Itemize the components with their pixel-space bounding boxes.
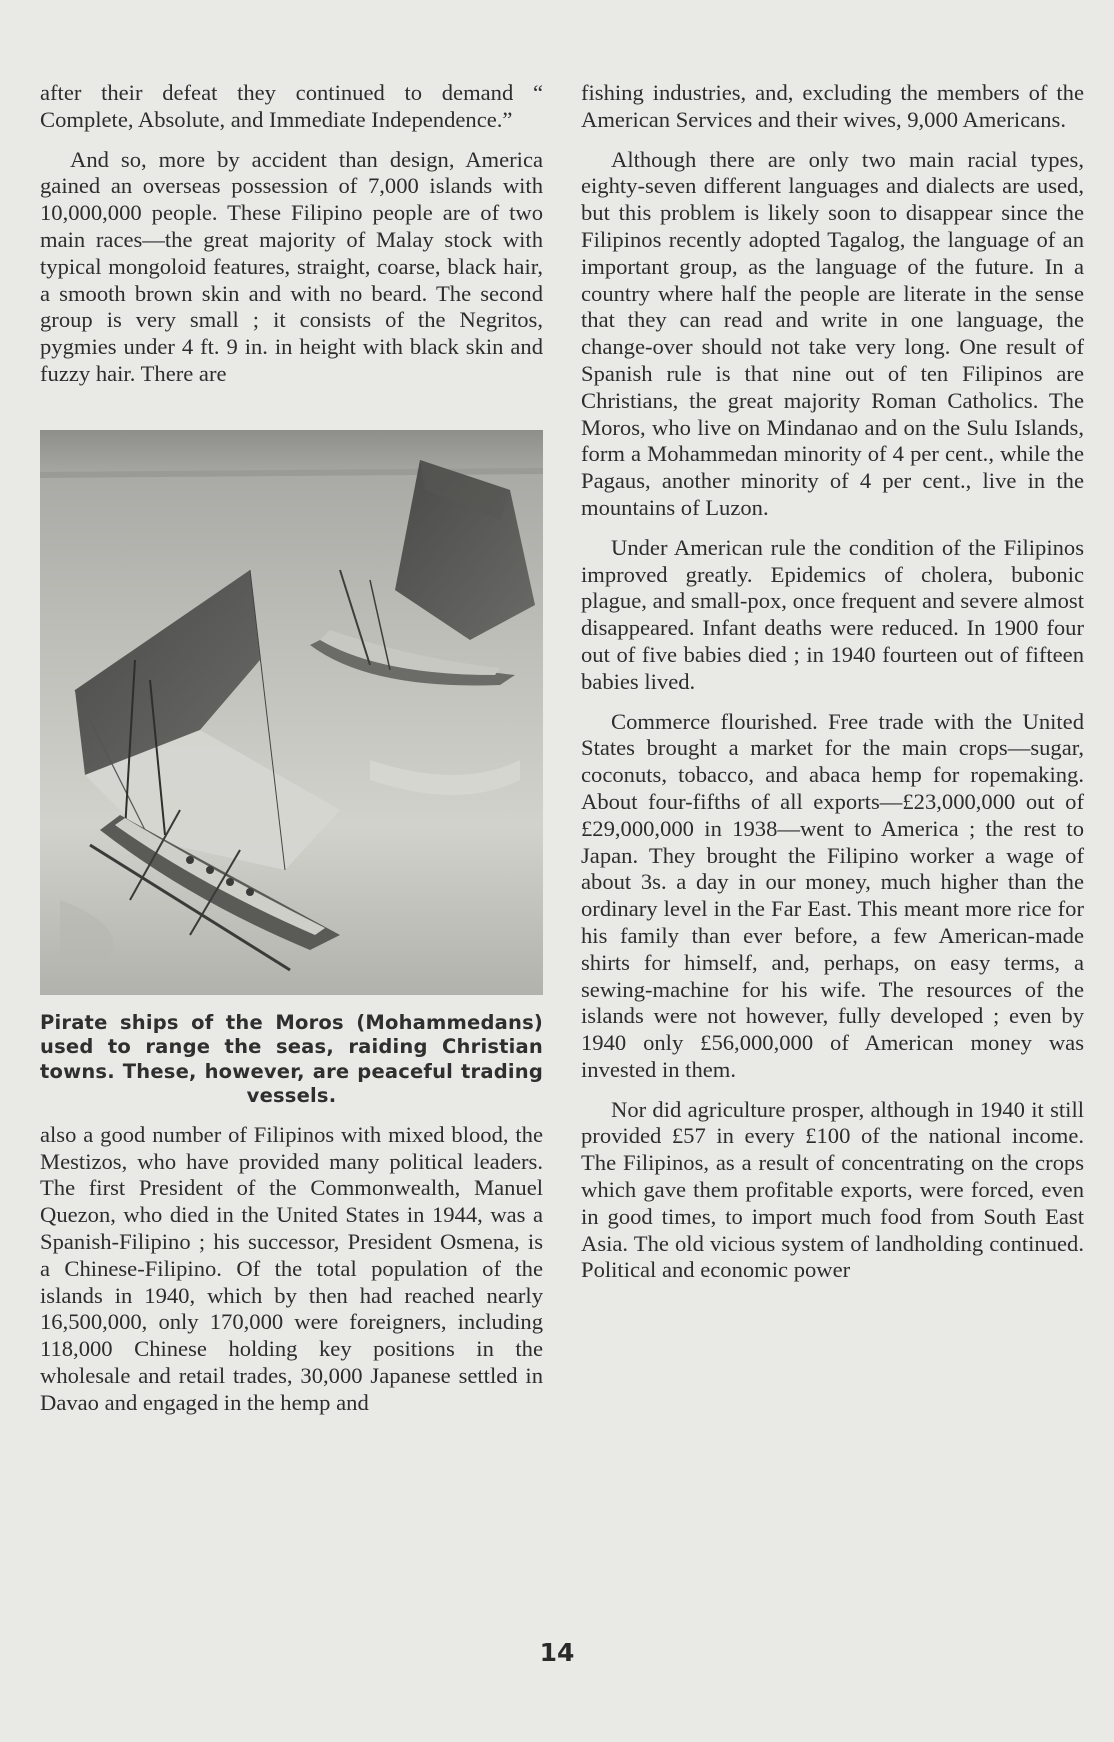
paragraph: also a good number of Filipinos with mixed blood, the Mestizos, who have provided many political leaders. The first President of the Commonwealth, Manuel Quezon, who died in the United States in 1944, was a Spanish-Filipino ; his successor, President Osmena, is a Chinese-Filipino. Of the total population of the islands in 1940, which by then had reached nearly 16,500,000, only 170,000 were foreigners, including 118,000 Chinese holding key positions in the wholesale and retail trades, 30,000 Japanese settled in Davao and engaged in the hemp and: [40, 1121, 543, 1415]
paragraph: Nor did agriculture prosper, although in 1940 it still provided £57 in every £100 of the national income. The Filipinos, as a result of concentrating on the crops which gave them profitable exports, were forced, even in good times, to import much food from South East Asia. The old vicious system of landholding continued. Political and economic power: [581, 1096, 1084, 1283]
paragraph: Under American rule the condition of the Filipinos improved greatly. Epidemics of cholera, bubonic plague, and small-pox, once frequent and severe almost disappeared. Infant deaths were reduced. In 1900 four out of five babies died ; in 1940 fourteen out of fifteen babies lived.: [581, 534, 1084, 694]
paragraph: Commerce flourished. Free trade with the United States brought a market for the main crops—sugar, coconuts, tobacco, and abaca hemp for ropemaking. About four-fifths of all exports—£23,000,000 out of £29,000,000 in 1938—went to America ; the rest to Japan. They brought the Filipino worker a wage of about 3s. a day in our money, much higher than the ordinary level in the Far East. This meant more rice for his family than ever before, a few American-made shirts for himself, and, perhaps, on easy terms, a sewing-machine for his wife. The resources of the islands were not however, fully developed ; even by 1940 only £56,000,000 of American money was invested in them.: [581, 708, 1084, 1082]
page-number: 14: [539, 1638, 575, 1667]
photo-caption: Pirate ships of the Moros (Mohammedans) used to range the seas, raiding Christian towns. These, however, are peaceful trading vessels.: [40, 1010, 543, 1108]
paragraph: And so, more by accident than design, America gained an overseas possession of 7,000 islands with 10,000,000 people. These Filipino people are of two main races—the great majority of Malay stock with typical mongoloid features, straight, coarse, black hair, a smooth brown skin and with no beard. The second group is very small ; it consists of the Negritos, pygmies under 4 ft. 9 in. in height with black skin and fuzzy hair. There are: [40, 146, 543, 386]
photo-pirate-ships: [40, 430, 543, 995]
right-column: [581, 80, 1084, 1297]
left-column: [40, 80, 543, 1430]
paragraph: Although there are only two main racial types, eighty-seven different languages and dialects are used, but this problem is likely soon to disappear since the Filipinos recently adopted Tagalog, the language of an important group, as the language of the future. In a country where half the people are literate in the sense that they can read and write in one language, the change-over should not take very long. One result of Spanish rule is that nine out of ten Filipinos are Christians, the great majority Roman Catholics. The Moros, who live on Mindanao and on the Sulu Islands, form a Mohammedan minority of 4 per cent., while the Pagaus, another minority of 4 per cent., live in the mountains of Luzon.: [581, 146, 1084, 520]
paragraph: after their defeat they continued to demand “ Complete, Absolute, and Immediate Independence.”: [40, 80, 543, 132]
paragraph: fishing industries, and, excluding the members of the American Services and their wives, 9,000 Americans.: [581, 80, 1084, 132]
sailing-vessels-photo: [40, 430, 543, 995]
